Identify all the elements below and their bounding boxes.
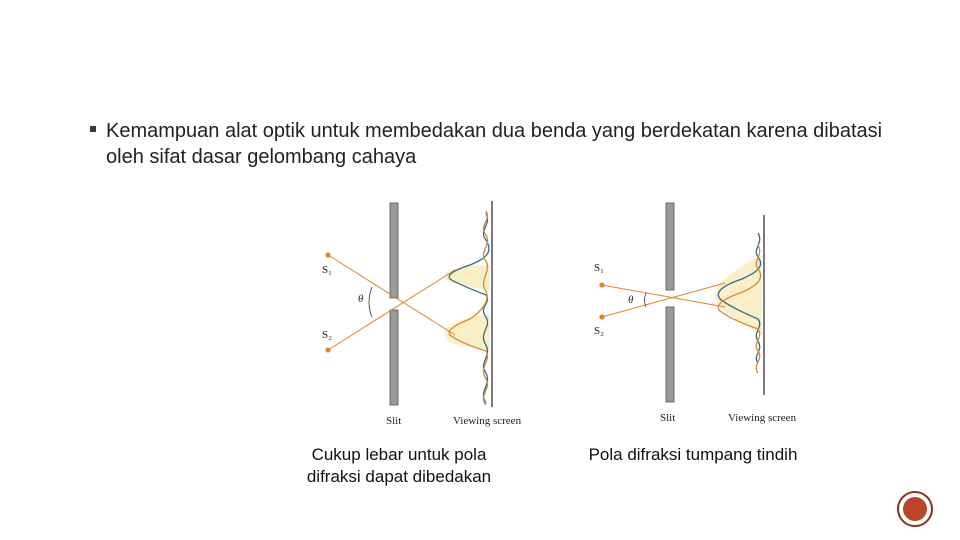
slit-label: Slit: [660, 412, 676, 424]
overlap-fill: [715, 255, 762, 335]
angle-arc: [369, 287, 372, 317]
caption-left: Cukup lebar untuk pola difraksi dapat dibedakan: [306, 445, 492, 486]
angle-label: θ: [358, 293, 364, 305]
caption-right: Pola difraksi tumpang tindih: [588, 445, 798, 464]
source-s2-dot: [325, 347, 330, 352]
bullet-marker: [90, 126, 96, 132]
screen-label: Viewing screen: [728, 412, 797, 424]
source-s1-dot: [599, 282, 604, 287]
diagram-overlapping: [580, 195, 830, 435]
bullet-text: Kemampuan alat optik untuk membedakan dua benda yang berdekatan karena dibatasi oleh sifat dasar gelombang cahaya: [106, 120, 883, 168]
slit-barrier-top: [390, 203, 398, 298]
diagram-resolved: [300, 195, 550, 435]
source-s2-dot: [599, 314, 604, 319]
source-s1-label: S₁: [322, 264, 332, 276]
angle-label: θ: [628, 294, 634, 306]
slit-label: Slit: [386, 415, 402, 427]
source-s1-label: S₁: [594, 262, 604, 274]
slit-barrier-bottom: [390, 310, 398, 405]
source-s1-dot: [325, 252, 330, 257]
pattern-curve-orange: [449, 211, 487, 405]
source-s2-label: S₂: [594, 325, 604, 337]
screen-label: Viewing screen: [453, 415, 522, 427]
slit-barrier-bottom: [666, 307, 674, 402]
slide-badge-icon: [896, 490, 934, 528]
source-s2-label: S₂: [322, 329, 332, 341]
slit-barrier-top: [666, 203, 674, 290]
